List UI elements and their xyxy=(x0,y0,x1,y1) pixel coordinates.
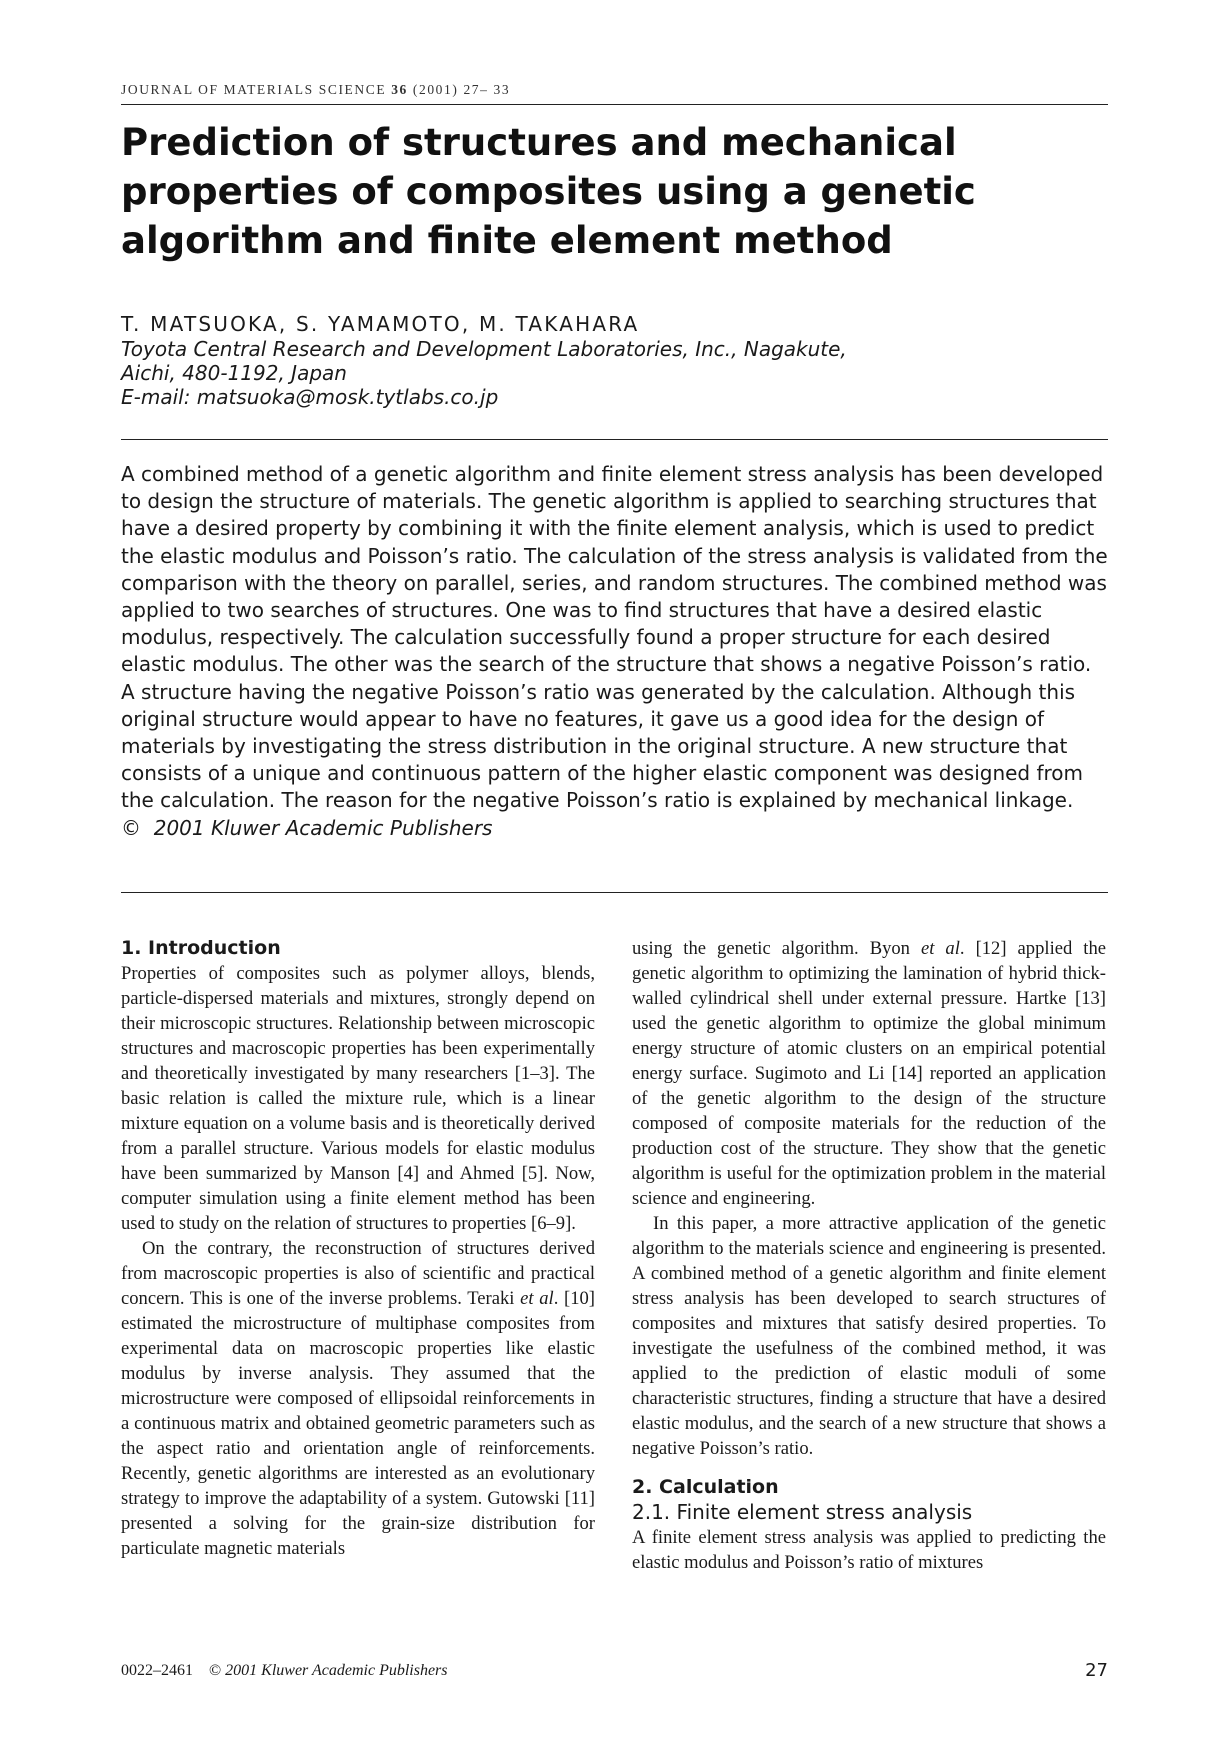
paragraph-text: . [10] estimated the microstructure of multiphase composites from experimental data on macroscopic properties like elastic modulus by inverse analysis. They assumed that the microstructure were composed of ellipsoidal reinforcements in a continuous matrix and obtained geometric parameters such as the aspect ratio and orientation angle of reinforcements. Recently, genetic algorithms are interested as an evolutionary strategy to improve the adaptability of a system. Gutowski [11] presented a solving for the grain-size distribution for particulate magnetic materials xyxy=(121,1288,596,1559)
footer-copyright-symbol: © xyxy=(209,1662,222,1679)
abstract xyxy=(121,461,1111,842)
page-number: 27 xyxy=(1085,1660,1108,1681)
section-heading-calculation: 2. Calculation xyxy=(632,1476,779,1498)
section-heading-introduction: 1. Introduction xyxy=(121,937,281,959)
section-spacer xyxy=(632,1461,1106,1475)
footer-issn: 0022–2461 xyxy=(121,1662,193,1679)
et-al: et al xyxy=(520,1288,554,1309)
paragraph xyxy=(121,1236,595,1561)
author-email: E-mail: matsuoka@mosk.tytlabs.co.jp xyxy=(121,385,499,409)
paragraph: In this paper, a more attractive application of the genetic algorithm to the materials science and engineering is presented. A combined method of a genetic algorithm and finite element stress analysis has been developed to search structures of composites and mixtures that satisfy desired properties. To investigate the usefulness of the combined method, it was applied to the prediction of elastic moduli of some characteristic structures, finding a structure that have a desired elastic modulus, and the search of a new structure that shows a negative Poisson’s ratio. xyxy=(632,1213,1106,1459)
author-list: T. MATSUOKA, S. YAMAMOTO, M. TAKAHARA xyxy=(121,312,640,336)
abstract-top-rule xyxy=(121,439,1108,440)
journal-volume: 36 xyxy=(391,82,408,97)
affiliation-line-1: Toyota Central Research and Development Laboratories, Inc., Nagakute, xyxy=(121,337,847,361)
paragraph xyxy=(632,936,1106,1211)
footer-issn-line xyxy=(121,1662,448,1680)
paragraph-text: On the contrary, the reconstruction of structures derived from macroscopic properties is also of scientific and practical concern. This is one of the inverse problems. Teraki xyxy=(121,1238,595,1309)
paragraph: A finite element stress analysis was applied to predicting the elastic modulus and Poisson’s ratio of mixtures xyxy=(632,1527,1106,1573)
abstract-bottom-rule xyxy=(121,892,1108,893)
paragraph: Properties of composites such as polymer alloys, blends, particle-dispersed materials and mixtures, strongly depend on their microscopic structures. Relationship between microscopic structures and macroscopic properties has been experimentally and theoretically investigated by many researchers [1–3]. The basic relation is called the mixture rule, which is a linear mixture equation on a volume basis and is theoretically derived from a parallel structure. Various models for elastic modulus have been summarized by Manson [4] and Ahmed [5]. Now, computer simulation using a finite element method has been used to study on the relation of structures to properties [6–9]. xyxy=(121,963,595,1234)
et-al: et al xyxy=(921,938,960,959)
abstract-publisher: 2001 Kluwer Academic Publishers xyxy=(153,815,493,840)
article-title: Prediction of structures and mechanical properties of composites using a genetic algorithm and finite element method xyxy=(121,121,976,262)
journal-name: JOURNAL OF MATERIALS SCIENCE xyxy=(121,82,387,97)
right-column xyxy=(632,936,1106,1575)
copyright-symbol: © xyxy=(121,815,141,840)
paragraph-text: using the genetic algorithm. Byon xyxy=(632,938,921,959)
abstract-text: A combined method of a genetic algorithm and finite element stress analysis has been developed to design the structure of materials. The genetic algorithm is applied to searching structures that have a desired property by combining it with the finite element analysis, which is used to predict the elastic modulus and Poisson’s ratio. The calculation of the stress analysis is validated from the comparison with the theory on parallel, series, and random structures. The combined method was applied to two searches of structures. One was to find structures that have a desired elastic modulus, respectively. The calculation successfully found a proper structure for each desired elastic modulus. The other was the search of the structure that shows a negative Poisson’s ratio. A structure having the negative Poisson’s ratio was generated by the calculation. Although this original structure would appear to have no features, it gave us a good idea for the design of materials by investigating the stress distribution in the original structure. A new structure that consists of a unique and continuous pattern of the higher elastic component was designed from the calculation. The reason for the negative Poisson’s ratio is explained by mechanical linkage. xyxy=(121,462,1108,813)
running-head xyxy=(121,82,1108,105)
affiliation-line-2: Aichi, 480-1192, Japan xyxy=(121,361,347,385)
subsection-heading-fem: 2.1. Finite element stress analysis xyxy=(632,1500,973,1524)
left-column xyxy=(121,936,595,1561)
journal-issue: (2001) 27– 33 xyxy=(412,82,511,97)
paragraph-text: . [12] applied the genetic algorithm to optimizing the lamination of hybrid thick-walled cylindrical shell under external pressure. Hartke [13] used the genetic algorithm to optimize the global minimum energy structure of atomic clusters on an empirical potential energy surface. Sugimoto and Li [14] reported an application of the genetic algorithm to the design of the structure composed of composite materials for the reduction of the production cost of the structure. They show that the genetic algorithm is useful for the optimization problem in the material science and engineering. xyxy=(632,938,1107,1209)
abstract-copyright xyxy=(121,815,1111,842)
affiliation-block xyxy=(121,337,1021,409)
footer-publisher: 2001 Kluwer Academic Publishers xyxy=(225,1662,448,1679)
